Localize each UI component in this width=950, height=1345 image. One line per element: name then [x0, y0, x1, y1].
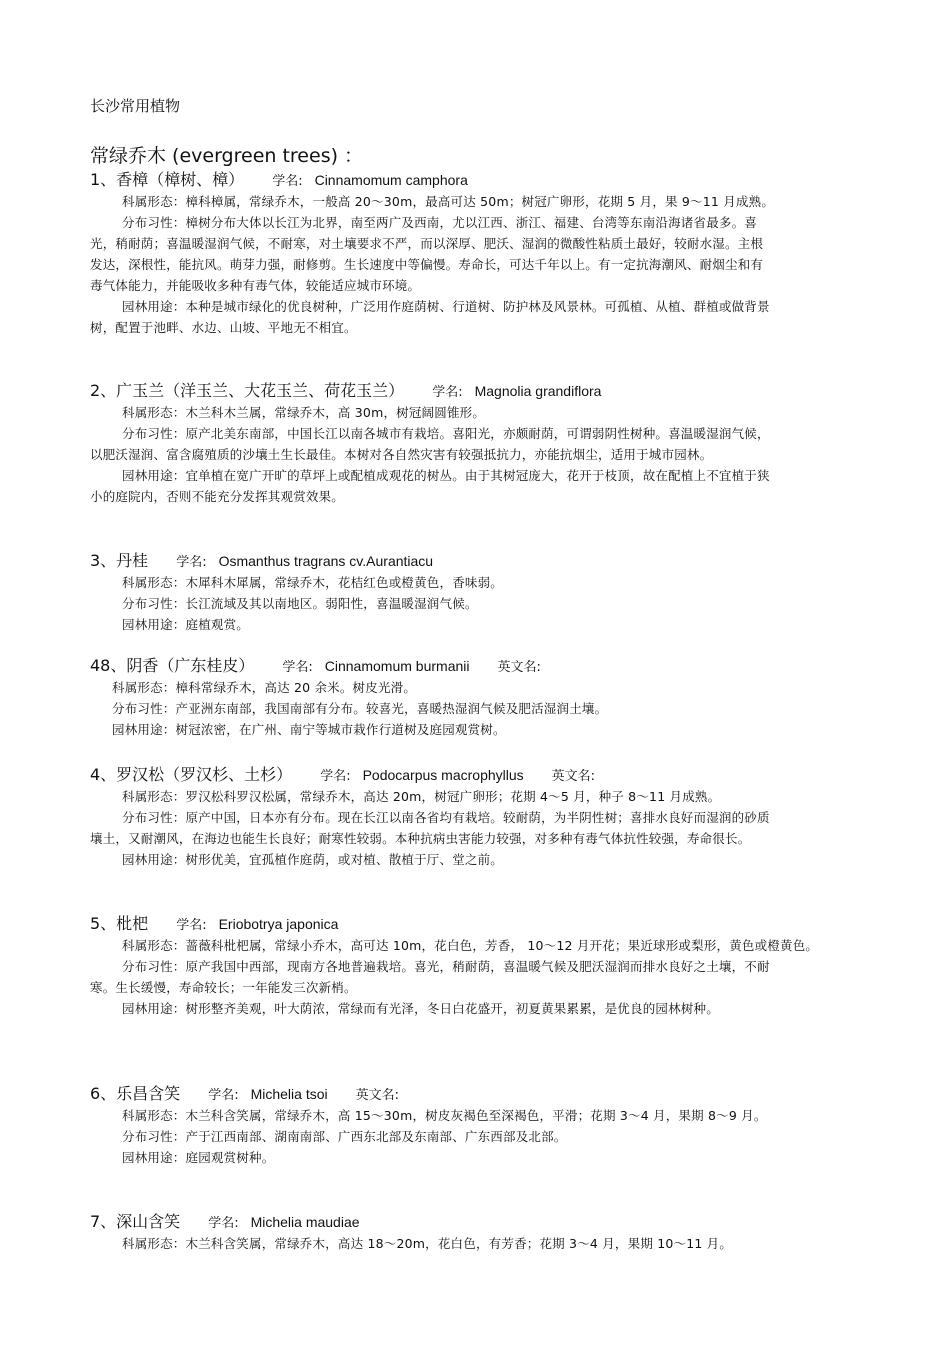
sci-label: 学名: — [208, 1088, 239, 1103]
morphology-text: 科属形态：樟科常绿乔木，高达 20 余米。树皮光滑。 — [112, 680, 417, 695]
entry-heading-row — [90, 550, 860, 572]
distribution-text: 分布习性：原产我国中西部，现南方各地普遍栽培。喜光，稍耐荫，喜温暖气候及肥沃湿润而排水良好之土壤，不耐寒。生长缓慢，寿命较长；一年能发三次新梢。 — [90, 959, 770, 995]
entry-heading-row — [90, 1211, 860, 1233]
plant-name: 2、广玉兰（洋玉兰、大花玉兰、荷花玉兰） — [90, 381, 405, 400]
english-name-label: 英文名: — [355, 1088, 399, 1103]
sci-label: 学名: — [272, 174, 303, 189]
scientific-name: Magnolia grandiflora — [474, 383, 602, 399]
distribution-text: 分布习性：原产北美东南部，中国长江以南各城市有栽培。喜阳光，亦颇耐荫，可谓弱阴性树种。喜温暖湿润气候，以肥沃湿润、富含腐殖质的沙壤土生长最佳。本树对各自然灾害有较强抵抗力，亦能抗烟尘，适用于城市园林。 — [90, 426, 770, 462]
landscape-use-text: 园林用途：树形整齐美观，叶大荫浓，常绿而有光泽，冬日白花盛开，初夏黄果累累，是优良的园林树种。 — [122, 1001, 719, 1016]
plant-name: 1、香樟（樟树、樟） — [90, 170, 245, 189]
entry-heading-row — [90, 913, 860, 935]
morphology-text: 科属形态：罗汉松科罗汉松属，常绿乔木，高达 20m，树冠广卵形；花期 4～5 月，种子 8～11 月成熟。 — [122, 789, 721, 804]
plant-entry-7 — [90, 1211, 860, 1254]
landscape-use-text: 园林用途：宜单植在宽广开旷的草坪上或配植成观花的树丛。由于其树冠庞大，花开于枝顶，故在配植上不宜植于狭小的庭院内，否则不能充分发挥其观赏效果。 — [90, 468, 770, 504]
morphology-text: 科属形态：蔷薇科枇杷属，常绿小乔木，高可达 10m，花白色，芳香， 10～12 月开花；果近球形或梨形，黄色或橙黄色。 — [122, 938, 819, 953]
landscape-use-text: 园林用途：树冠浓密，在广州、南宁等城市栽作行道树及庭园观赏树。 — [112, 722, 506, 737]
distribution-text: 分布习性：樟树分布大体以长江为北界，南至两广及西南，尤以江西、浙江、福建、台湾等东南沿海诸省最多。喜光，稍耐荫；喜温暖湿润气候，不耐寒，对土壤要求不严，而以深厚、肥沃、湿润的微酸性粘质土最好，较耐水湿。主根发达，深根性，能抗风。萌芽力强，耐修剪。生长速度中等偏慢。寿命长，可达千年以上。有一定抗海潮风、耐烟尘和有毒气体能力，并能吸收多种有毒气体，较能适应城市环境。 — [90, 215, 764, 293]
sci-label: 学名: — [282, 660, 313, 675]
entry-heading-row — [90, 169, 860, 191]
distribution-text: 分布习性：产亚洲东南部，我国南部有分布。较喜光，喜暖热湿润气候及肥活湿润土壤。 — [112, 701, 608, 716]
sci-label: 学名: — [320, 769, 351, 784]
landscape-use-text: 园林用途：树形优美，宜孤植作庭荫，或对植、散植于厅、堂之前。 — [122, 852, 504, 867]
distribution-text: 分布习性：长江流域及其以南地区。弱阳性，喜温暖湿润气候。 — [122, 596, 478, 611]
section-title: 常绿乔木 (evergreen trees) ： — [90, 145, 364, 167]
english-name-label: 英文名: — [497, 660, 541, 675]
morphology-text: 科属形态：木兰科含笑属，常绿乔木，高达 18～20m，花白色，有芳香；花期 3～4 月，果期 10～11 月。 — [122, 1236, 733, 1251]
morphology-text: 科属形态：木兰科木兰属，常绿乔木，高 30m，树冠阔圆锥形。 — [122, 405, 486, 420]
english-name-label: 英文名: — [551, 769, 596, 784]
morphology-text: 科属形态：木犀科木犀属，常绿乔木，花桔红色或橙黄色，香味弱。 — [122, 575, 504, 590]
landscape-use-text: 园林用途：本种是城市绿化的优良树种，广泛用作庭荫树、行道树、防护林及风景林。可孤植、从植、群植或做背景树，配置于池畔、水边、山坡、平地无不相宜。 — [90, 299, 770, 335]
plant-name: 5、枇杷 — [90, 914, 149, 933]
plant-entry-6 — [90, 1083, 860, 1168]
landscape-use-text: 园林用途：庭园观赏树种。 — [122, 1150, 275, 1165]
entry-heading-row — [90, 1083, 860, 1105]
distribution-text: 分布习性：产于江西南部、湖南南部、广西东北部及东南部、广东西部及北部。 — [122, 1129, 567, 1144]
scientific-name: Podocarpus macrophyllus — [362, 767, 524, 783]
plant-name: 48、阴香（广东桂皮） — [90, 656, 255, 675]
entry-heading-row — [90, 655, 860, 677]
landscape-use-text: 园林用途：庭植观赏。 — [122, 617, 250, 632]
plant-entry-5 — [90, 913, 860, 1019]
scientific-name: Eriobotrya japonica — [218, 916, 339, 932]
scientific-name: Michelia maudiae — [250, 1214, 360, 1230]
plant-entry-3 — [90, 550, 860, 635]
morphology-text: 科属形态：樟科樟属，常绿乔木，一般高 20～30m，最高可达 50m；树冠广卵形，花期 5 月，果 9～11 月成熟。 — [122, 194, 775, 209]
plant-name: 7、深山含笑 — [90, 1212, 181, 1231]
scientific-name: Cinnamomum camphora — [314, 172, 468, 188]
plant-entry-2 — [90, 380, 860, 507]
plant-name: 3、丹桂 — [90, 551, 149, 570]
scientific-name: Osmanthus tragrans cv.Aurantiacu — [218, 553, 434, 569]
scientific-name: Cinnamomum burmanii — [324, 658, 470, 674]
document-title: 长沙常用植物 — [90, 97, 181, 115]
plant-entry-4 — [90, 764, 860, 870]
sci-label: 学名: — [176, 918, 207, 933]
plant-entry-1 — [90, 169, 860, 338]
scientific-name: Michelia tsoi — [250, 1086, 328, 1102]
plant-entry-48 — [90, 655, 860, 740]
entry-heading-row — [90, 380, 860, 402]
plant-name: 6、乐昌含笑 — [90, 1084, 181, 1103]
plant-name: 4、罗汉松（罗汉杉、土杉） — [90, 765, 293, 784]
morphology-text: 科属形态：木兰科含笑属，常绿乔木，高 15～30m，树皮灰褐色至深褐色，平滑；花期 3～4 月，果期 8～9 月。 — [122, 1108, 767, 1123]
sci-label: 学名: — [176, 555, 207, 570]
sci-label: 学名: — [432, 385, 463, 400]
distribution-text: 分布习性：原产中国，日本亦有分布。现在长江以南各省均有栽培。较耐荫，为半阴性树；喜排水良好而湿润的砂质壤土，又耐潮风，在海边也能生长良好；耐寒性较弱。本种抗病虫害能力较强，对多种有毒气体抗性较强，寿命很长。 — [90, 810, 770, 846]
sci-label: 学名: — [208, 1216, 239, 1231]
entry-heading-row — [90, 764, 860, 786]
